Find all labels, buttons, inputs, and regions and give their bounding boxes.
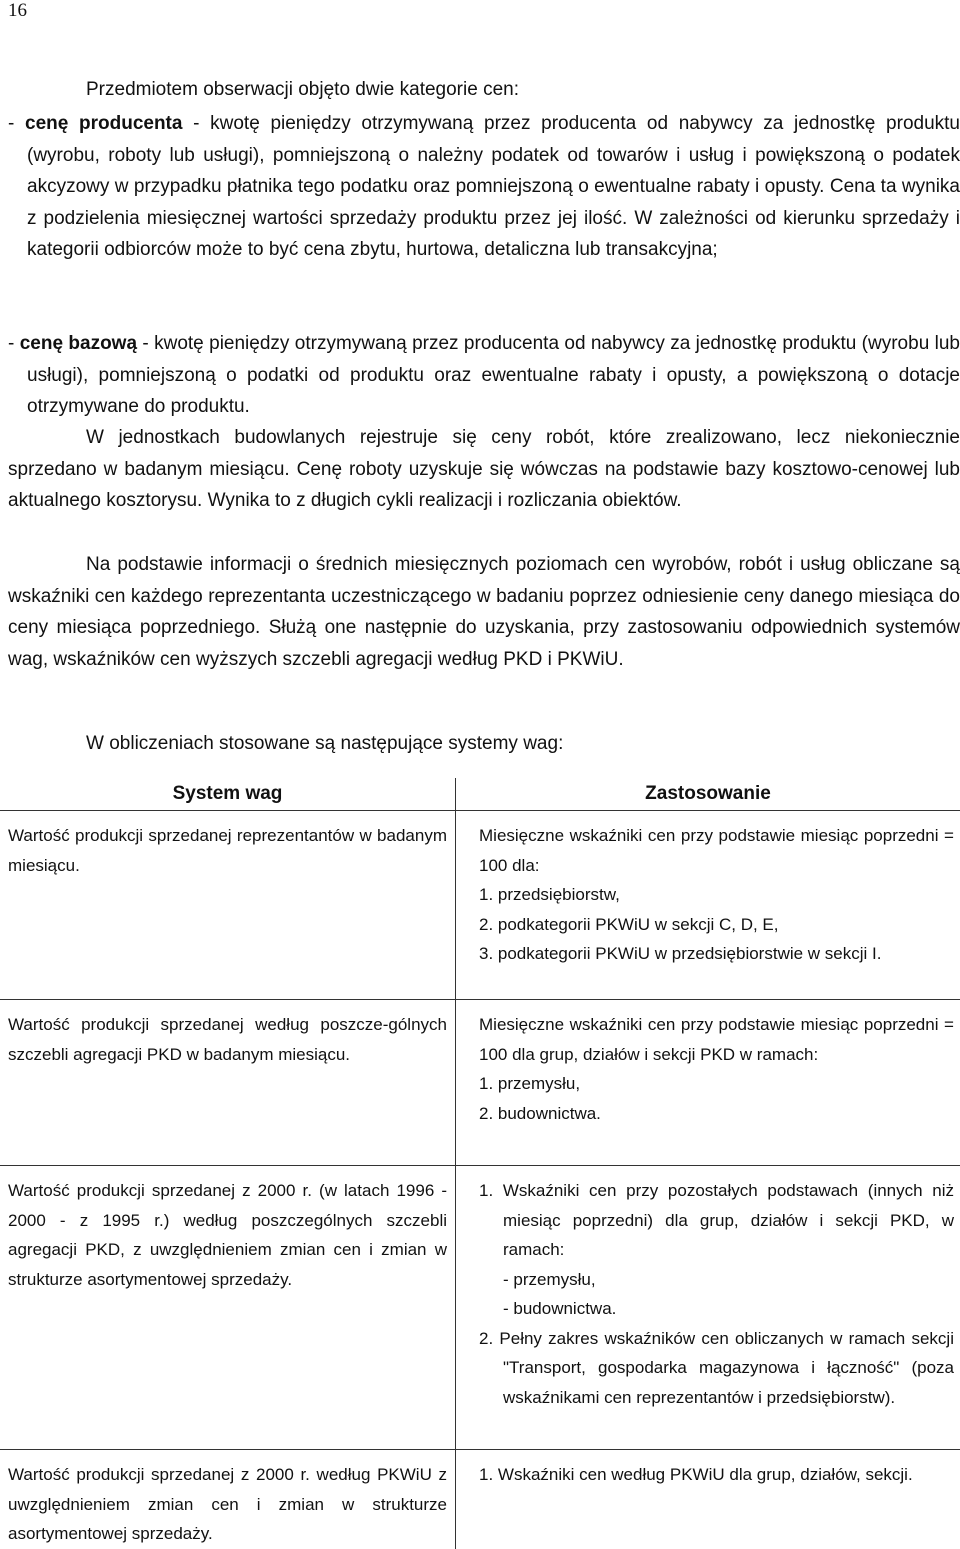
weights-table [0,778,960,1549]
header-usage: Zastosowanie [456,778,960,811]
system-cell: Wartość produkcji sprzedanej reprezentantów w badanym miesiącu. [0,811,456,1000]
list-item: 1. Wskaźniki cen przy pozostałych podstawach (innych niż miesiąc poprzedni) dla grup, działów i sekcji PKD, w ramach: [479,1176,954,1265]
weights-intro: W obliczeniach stosowane są następujące systemy wag: [86,733,563,755]
system-cell: Wartość produkcji sprzedanej według poszcze-gólnych szczebli agregacji PKD w badanym miesiącu. [0,1000,456,1166]
list-item: 2. podkategorii PKWiU w sekcji C, D, E, [479,910,954,940]
definition-text: - kwotę pieniędzy otrzymywaną przez producenta od nabywcy za jednostkę produktu (wyrobu, roboty lub usługi), pomniejszoną o należny podatek od towarów i usług i powiększoną o podatek akcyzowy w przypadku płatnika tego podatku oraz pomniejszoną o ewentualne rabaty i opusty. Cena ta wynika z podzielenia miesięcznej wartości sprzedaży produktu przez jej ilość. W zależności od kierunku sprzedaży i kategorii odbiorców może to być cena zbytu, hurtowa, detaliczna lub transakcyjna; [27,113,960,260]
system-cell: Wartość produkcji sprzedanej z 2000 r. (w latach 1996 - 2000 - z 1995 r.) według poszczególnych szczebli agregacji PKD, z uwzględnieniem zmian cen i zmian w strukturze asortymentowej sprzedaży. [0,1166,456,1450]
usage-intro: Miesięczne wskaźniki cen przy podstawie miesiąc poprzedni = 100 dla grup, działów i sekcji PKD w ramach: [479,1010,954,1069]
table-row [0,1166,960,1450]
system-cell: Wartość produkcji sprzedanej z 2000 r. według PKWiU z uwzględnieniem zmian cen i zmian w strukturze asortymentowej sprzedaży. [0,1450,456,1549]
sub-item: - przemysłu, [479,1265,954,1295]
table-row [0,1450,960,1549]
usage-cell [456,811,960,1000]
list-item: 1. przedsiębiorstw, [479,880,954,910]
term-producer-price: cenę producenta [25,113,182,134]
definition-base-price [8,328,960,423]
usage-cell [456,1450,960,1549]
definition-producer-price [8,108,960,266]
list-item: 1. Wskaźniki cen według PKWiU dla grup, działów, sekcji. [479,1460,954,1490]
paragraph-construction: W jednostkach budowlanych rejestruje się ceny robót, które zrealizowano, lecz niekoniecznie sprzedano w badanym miesiącu. Cenę roboty uzyskuje się wówczas na podstawie bazy kosztowo-cenowej lub aktualnego kosztorysu. Wynika to z długich cykli realizacji i rozliczania obiektów. [8,422,960,517]
header-system: System wag [0,778,456,811]
page-number: 16 [8,0,27,22]
intro-text: Przedmiotem obserwacji objęto dwie kategorie cen: [86,79,519,101]
table-header-row [0,778,960,811]
list-item: 1. przemysłu, [479,1069,954,1099]
paragraph-indices: Na podstawie informacji o średnich miesięcznych poziomach cen wyrobów, robót i usług obliczane są wskaźniki cen każdego reprezentanta uczestniczącego w badaniu poprzez odniesienie ceny danego miesiąca do ceny miesiąca poprzedniego. Służą one następnie do uzyskania, przy zastosowaniu odpowiednich systemów wag, wskaźników cen wyższych szczebli agregacji według PKD i PKWiU. [8,549,960,675]
usage-cell [456,1000,960,1166]
usage-cell [456,1166,960,1450]
item-prefix: - [8,333,20,354]
table-row [0,1000,960,1166]
term-base-price: cenę bazową [20,333,137,354]
list-item: 2. Pełny zakres wskaźników cen obliczanych w ramach sekcji "Transport, gospodarka magazynowa i łączność" (poza wskaźnikami cen reprezentantów i przedsiębiorstw). [479,1324,954,1413]
sub-item: - budownictwa. [479,1294,954,1324]
table-row [0,811,960,1000]
item-prefix: - [8,113,25,134]
definition-text: - kwotę pieniędzy otrzymywaną przez producenta od nabywcy za jednostkę produktu (wyrobu lub usługi), pomniejszoną o podatki od produktu oraz ewentualne rabaty i opusty, a powiększoną o dotacje otrzymywane do produktu. [27,333,960,417]
usage-intro: Miesięczne wskaźniki cen przy podstawie miesiąc poprzedni = 100 dla: [479,821,954,880]
list-item: 2. budownictwa. [479,1099,954,1129]
list-item: 3. podkategorii PKWiU w przedsiębiorstwie w sekcji I. [479,939,954,969]
